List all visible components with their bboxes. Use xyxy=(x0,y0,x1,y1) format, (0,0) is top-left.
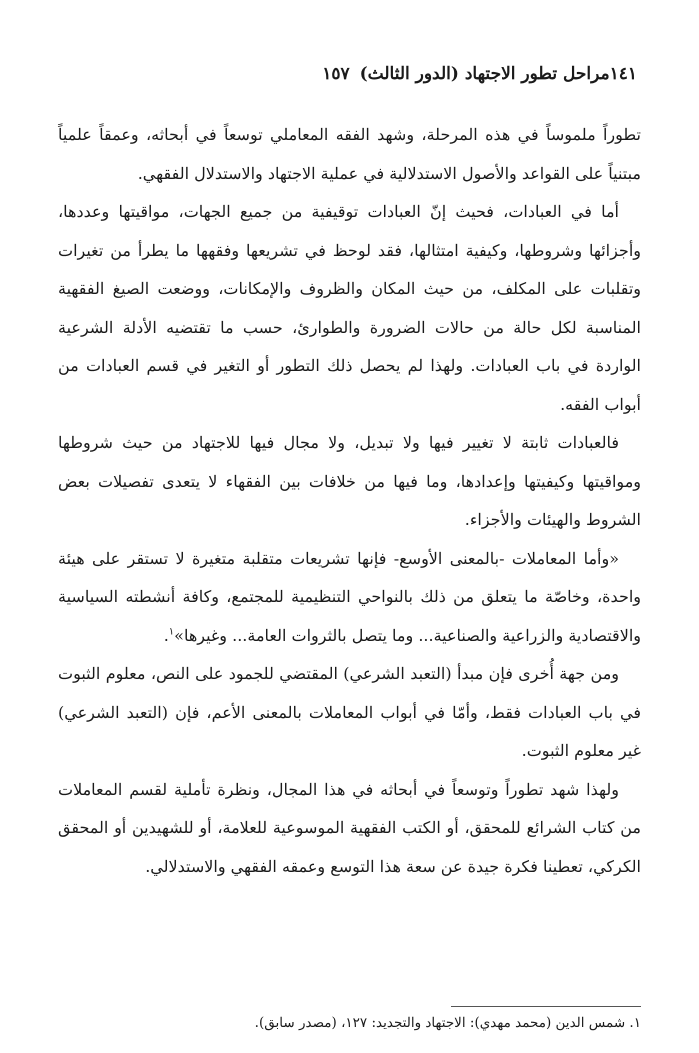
paragraph-5: ومن جهة أُخرى فإن مبدأ (التعبد الشرعي) المقتضي للجمود على النص، معلوم الثبوت في باب العبادات فقط، وأمّا في أبواب المعاملات بالمعنى الأعم، فإن (التعبد الشرعي) غير معلوم الثبوت. xyxy=(58,664,641,760)
body-text xyxy=(58,116,641,886)
paragraph-4: «وأما المعاملات -بالمعنى الأوسع- فإنها تشريعات متقلبة متغيرة لا تستقر على هيئة واحدة، وخاصّة ما يتعلق من ذلك بالنواحي التنظيمية للمجتمع، وكافة أنشطته السياسية والاقتصادية والزراعية والصناعية... وما يتصل بالثروات العامة... وغيرها»$^١$. xyxy=(58,548,641,645)
page-number: ١٥٧ xyxy=(322,64,350,84)
footnote: ١. شمس الدين (محمد مهدي): الاجتهاد والتجديد: ١٢٧، (مصدر سابق). xyxy=(254,1015,641,1031)
footnote-divider xyxy=(451,1006,641,1007)
running-header xyxy=(60,64,641,98)
paragraph-3: فالعبادات ثابتة لا تغيير فيها ولا تبديل، ولا مجال فيها للاجتهاد من حيث شروطها ومواقيتها وكيفيتها وإعدادها، وما فيها من خلافات بين الفقهاء لا يتعدى تفصيلات بعض الشروط والهيئات والأجزاء. xyxy=(58,433,641,529)
paragraph-6: ولهذا شهد تطوراً وتوسعاً في أبحاثه في هذا المجال، ونظرة تأملية لقسم المعاملات من كتاب الشرائع للمحقق، أو الكتب الفقهية الموسوعية للعلامة، أو للشهيدين أو المحقق الكركي، تعطينا فكرة جيدة عن سعة هذا التوسع وعمقه الفقهي والاستدلالي. xyxy=(58,779,641,876)
paragraph-4-text: «وأما المعاملات -بالمعنى الأوسع- فإنها تشريعات متقلبة متغيرة لا تستقر على هيئة واحدة، وخاصّة ما يتعلق من ذلك بالنواحي التنظيمية للمجتمع، وكافة أنشطته السياسية والاقتصادية والزراعية والصناعية... وما يتصل بالثروات العامة... وغيرها» xyxy=(58,548,641,645)
paragraph-1: تطوراً ملموساً في هذه المرحلة، وشهد الفقه المعاملي توسعاً في أبحاثه، وعمقاً علمياً مبتنياً على القواعد والأصول الاستدلالية في عملية الاجتهاد والاستدلال الفقهي. xyxy=(58,125,641,183)
paragraph-2: أما في العبادات، فحيث إنّ العبادات توقيفية من جميع الجهات، مواقيتها وعددها، وأجزائها وشروطها، وكيفية امتثالها، فقد لوحظ في تشريعها وفقهها ما يطرأ من تغيرات وتقلبات على المكلف، من حيث المكان والظروف والإمكانات، ووضعت الصيغ الفقهية المناسبة لكل حالة من حالات الضرورة والطوارئ، حسب ما تقتضيه الأدلة الشرعية الواردة في باب العبادات. ولهذا لم يحصل ذلك التطور أو التغير في قسم العبادات من أبواب الفقه. xyxy=(58,202,641,414)
running-header-title: ١٤١مراحل تطور الاجتهاد (الدور الثالث) xyxy=(359,64,637,84)
footnote-reference: ١ xyxy=(168,626,175,638)
